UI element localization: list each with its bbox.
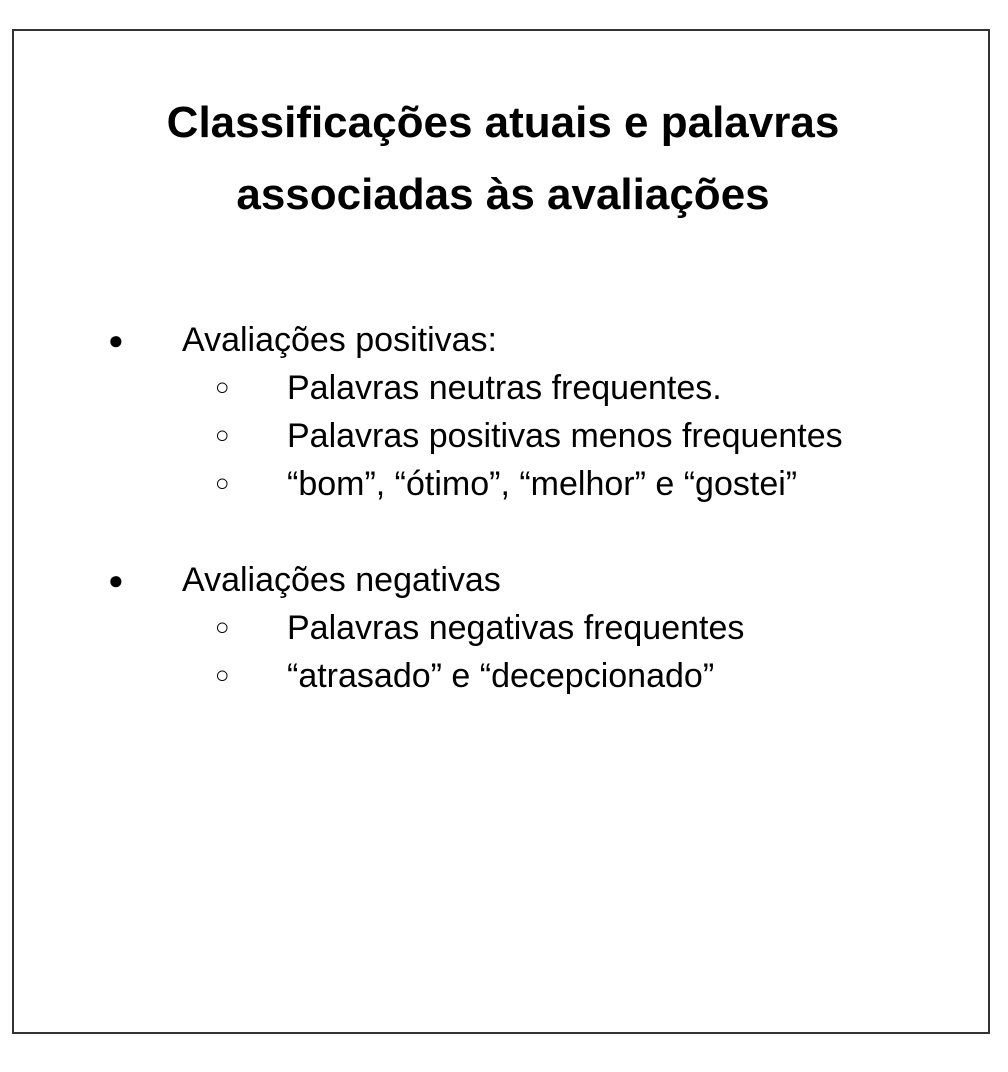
bullet-text: Avaliações positivas: bbox=[182, 321, 497, 359]
slide-frame bbox=[12, 29, 990, 1034]
sub-list bbox=[14, 604, 992, 700]
sub-bullet-circle-icon: ○ bbox=[215, 470, 230, 497]
sub-item-text: Palavras negativas frequentes bbox=[287, 609, 745, 647]
slide-title-line-2: associadas às avaliações bbox=[236, 170, 770, 219]
sub-item-text: Palavras neutras frequentes. bbox=[287, 369, 722, 407]
sub-item bbox=[14, 460, 992, 508]
bullet-text: Avaliações negativas bbox=[182, 561, 501, 599]
bullet-list bbox=[14, 316, 992, 700]
sub-item-text: “bom”, “ótimo”, “melhor” e “gostei” bbox=[287, 465, 798, 503]
sub-bullet-circle-icon: ○ bbox=[215, 662, 230, 689]
sub-item bbox=[14, 604, 992, 652]
sub-item bbox=[14, 364, 992, 412]
sub-bullet-circle-icon: ○ bbox=[215, 614, 230, 641]
bullet-negative-reviews bbox=[14, 556, 992, 700]
bullet-positive-reviews bbox=[14, 316, 992, 508]
slide-title-line-1: Classificações atuais e palavras bbox=[166, 98, 840, 147]
sub-bullet-circle-icon: ○ bbox=[215, 422, 230, 449]
bullet-row bbox=[14, 316, 992, 364]
sub-item bbox=[14, 652, 992, 700]
bullet-row bbox=[14, 556, 992, 604]
bullet-dot-icon: ● bbox=[108, 325, 124, 355]
sub-item-text: “atrasado” e “decepcionado” bbox=[287, 657, 715, 695]
bullet-dot-icon: ● bbox=[108, 565, 124, 595]
sub-bullet-circle-icon: ○ bbox=[215, 374, 230, 401]
sub-item-text: Palavras positivas menos frequentes bbox=[287, 417, 843, 455]
sub-list bbox=[14, 364, 992, 508]
slide-title bbox=[14, 87, 992, 231]
sub-item bbox=[14, 412, 992, 460]
